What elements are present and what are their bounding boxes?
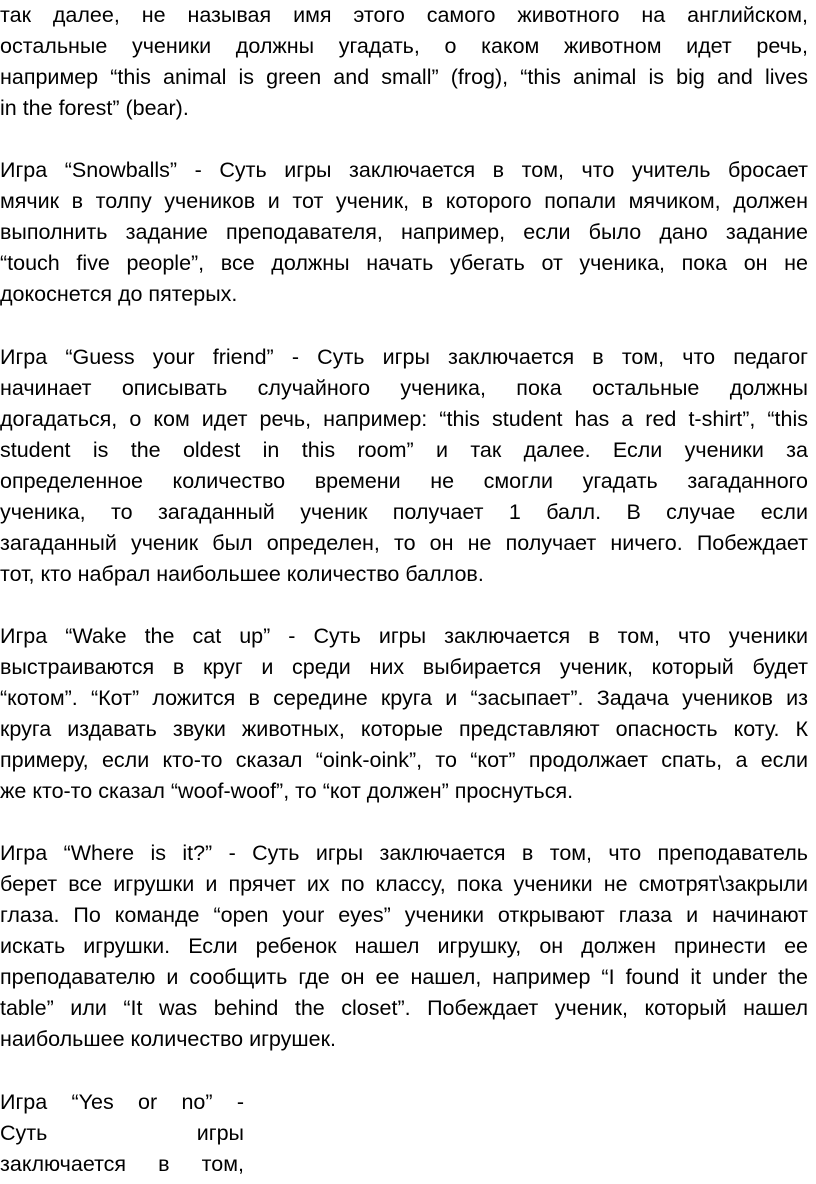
text-line: загаданный ученик был определен, то он не получает ничего. Побеждает [0, 531, 808, 555]
text-line: in the forest” (bear). [0, 96, 189, 120]
text-line: догадаться, о ком идет речь, например: “this student has a red t-shirt”, “this [0, 407, 808, 431]
text-line: выстраиваются в круг и среди них выбирается ученик, который будет [0, 655, 808, 679]
text-line: берет все игрушки и прячет их по классу, пока ученики не смотрят\закрыли [0, 872, 808, 896]
text-line: круга издавать звуки животных, которые представляют опасность коту. К [0, 717, 808, 741]
paragraph-animal-guessing-continued [0, 0, 808, 124]
text-line: остальные ученики должны угадать, о каком животном идет речь, [0, 34, 808, 58]
text-line: “котом”. “Кот” ложится в середине круга и “засыпает”. Задача учеников из [0, 686, 808, 710]
text-line: же кто-то сказал “woof-woof”, то “кот должен” проснуться. [0, 779, 574, 803]
text-line: глаза. По команде “open your eyes” ученики открывают глаза и начинают [0, 903, 808, 927]
paragraph-game-yes-or-no [0, 1087, 244, 1180]
text-line: мячик в толпу учеников и тот ученик, в которого попали мячиком, должен [0, 189, 808, 213]
text-line: докоснется до пятерых. [0, 282, 238, 306]
text-line: начинает описывать случайного ученика, пока остальные должны [0, 376, 808, 400]
text-line: тот, кто набрал наибольшее количество баллов. [0, 562, 484, 586]
text-line: Игра “Snowballs” - Суть игры заключается в том, что учитель бросает [0, 158, 808, 182]
text-line: “touch five people”, все должны начать убегать от ученика, пока он не [0, 251, 808, 275]
text-line: student is the oldest in this room” и так далее. Если ученики за [0, 438, 808, 462]
text-line: например “this animal is green and small” (frog), “this animal is big and lives [0, 65, 808, 89]
text-line: Игра “Yes or no” - [0, 1090, 244, 1114]
text-line: преподавателю и сообщить где он ее нашел, например “I found it under the [0, 965, 808, 989]
text-line: Игра “Wake the cat up” - Суть игры заключается в том, что ученики [0, 624, 808, 648]
text-line: table” или “It was behind the closet”. Побеждает ученик, который нашел [0, 996, 808, 1020]
text-line: искать игрушки. Если ребенок нашел игрушку, он должен принести ее [0, 934, 808, 958]
paragraph-game-guess-your-friend [0, 342, 808, 590]
text-line: определенное количество времени не смогли угадать загаданного [0, 469, 808, 493]
text-line: так далее, не называя имя этого самого животного на английском, [0, 3, 808, 27]
text-line: заключается в том, [0, 1152, 244, 1176]
text-line: примеру, если кто-то сказал “oink-oink”, то “кот” продолжает спать, а если [0, 748, 808, 772]
text-line: Суть игры [0, 1121, 244, 1145]
paragraph-game-wake-the-cat-up [0, 621, 808, 807]
text-line: Игра “Guess your friend” - Суть игры заключается в том, что педагог [0, 345, 808, 369]
paragraph-game-snowballs [0, 155, 808, 310]
text-line: ученика, то загаданный ученик получает 1 балл. В случае если [0, 500, 808, 524]
text-line: наибольшее количество игрушек. [0, 1027, 336, 1051]
text-line: выполнить задание преподавателя, например, если было дано задание [0, 220, 808, 244]
paragraph-game-where-is-it [0, 838, 808, 1055]
text-line: Игра “Where is it?” - Суть игры заключается в том, что преподаватель [0, 841, 808, 865]
